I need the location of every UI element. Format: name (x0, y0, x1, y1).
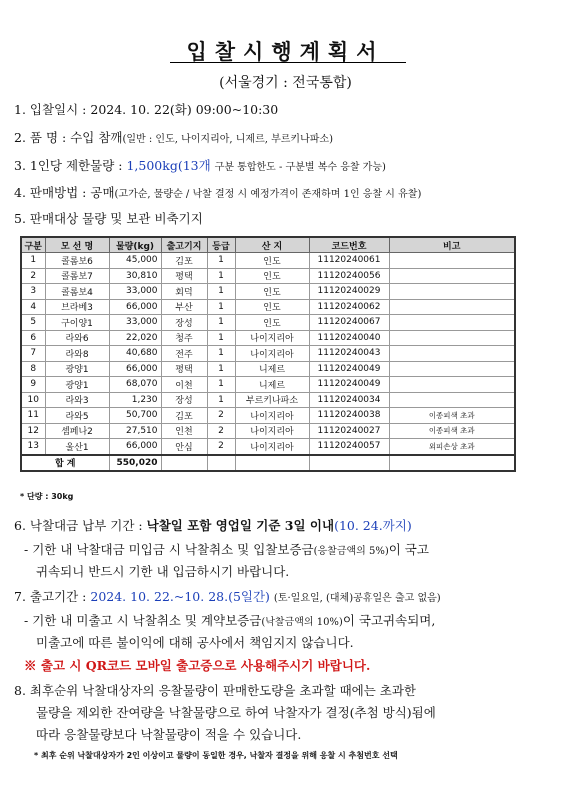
warehouse-cell: 이천 (161, 377, 207, 393)
title-underline (170, 62, 406, 63)
origin-cell: 인도 (235, 268, 309, 284)
quantity-cell: 27,510 (109, 423, 161, 439)
warehouse-cell: 김포 (161, 253, 207, 269)
remarks-cell (389, 315, 515, 331)
vessel-name-cell: 라와6 (45, 330, 109, 346)
release-period: 2024. 10. 22.~10. 28.(5일간) (90, 589, 270, 604)
row-number-cell: 7 (21, 346, 45, 362)
remarks-cell (389, 284, 515, 300)
row-number-cell: 9 (21, 377, 45, 393)
grade-cell: 1 (207, 346, 235, 362)
item-origin-detail: (일반 : 인도, 나이지리아, 니제르, 부르키나파소) (122, 134, 333, 145)
remarks-cell (389, 299, 515, 315)
code-number-cell: 11120240061 (309, 253, 389, 269)
code-number-cell: 11120240067 (309, 315, 389, 331)
column-header: 등급 (207, 237, 235, 253)
warehouse-cell: 김포 (161, 408, 207, 424)
table-row (21, 299, 515, 315)
row-number-cell: 4 (21, 299, 45, 315)
section-6 (14, 516, 412, 534)
section-8-line-2: 물량을 제외한 잔여량을 낙찰물량으로 하여 낙찰자가 결정(추첨 방식)됨에 (36, 705, 436, 720)
section-8-line-1: 8. 최후순위 낙찰대상자의 응찰물량이 판매한도량을 초과할 때에는 초과한 (14, 683, 416, 698)
remarks-cell: 이종피색 초과 (389, 408, 515, 424)
sales-items-table (20, 236, 516, 472)
origin-cell: 나이지리아 (235, 408, 309, 424)
release-forfeit-text: - 기한 내 미출고 시 낙찰취소 및 계약보증금 (24, 613, 262, 628)
sale-method-detail: (고가순, 물량순 / 낙찰 결정 시 예정가격이 존재하며 1인 응찰 시 유찰) (114, 189, 422, 200)
code-number-cell: 11120240034 (309, 392, 389, 408)
row-number-cell: 13 (21, 439, 45, 455)
remarks-cell (389, 330, 515, 346)
quantity-cell: 22,020 (109, 330, 161, 346)
code-number-cell: 11120240057 (309, 439, 389, 455)
warehouse-cell: 평택 (161, 361, 207, 377)
table-header-row (21, 237, 515, 253)
section-5-label: 5. 판매대상 물량 및 보관 비축기지 (14, 211, 203, 226)
section-5 (14, 209, 203, 227)
table-row (21, 392, 515, 408)
grade-cell: 1 (207, 361, 235, 377)
total-label: 합 계 (21, 455, 109, 472)
row-number-cell: 6 (21, 330, 45, 346)
vessel-name-cell: 브라베3 (45, 299, 109, 315)
table-row (21, 346, 515, 362)
section-4-label: 4. 판매방법 : (14, 185, 87, 200)
code-number-cell: 11120240027 (309, 423, 389, 439)
section-7 (14, 587, 441, 605)
quantity-cell: 40,680 (109, 346, 161, 362)
quantity-cell: 33,000 (109, 284, 161, 300)
table-total-row (21, 455, 515, 472)
quantity-cell: 68,070 (109, 377, 161, 393)
quantity-cell: 50,700 (109, 408, 161, 424)
code-number-cell: 11120240056 (309, 268, 389, 284)
row-number-cell: 8 (21, 361, 45, 377)
table-row (21, 268, 515, 284)
unit-note: * 단량 : 30kg (20, 492, 74, 501)
remarks-cell (389, 268, 515, 284)
row-number-cell: 1 (21, 253, 45, 269)
quantity-cell: 66,000 (109, 299, 161, 315)
origin-cell: 나이지리아 (235, 330, 309, 346)
forfeit-text-end: 이 국고 (388, 542, 429, 557)
bid-datetime: 2024. 10. 22(화) 09:00~10:30 (90, 102, 279, 117)
remarks-cell (389, 361, 515, 377)
code-number-cell: 11120240049 (309, 377, 389, 393)
section-6-detail-2: 귀속되니 반드시 기한 내 입금하시기 바랍니다. (36, 564, 290, 579)
warehouse-cell: 청주 (161, 330, 207, 346)
table-row (21, 439, 515, 455)
table-body (21, 253, 515, 455)
section-8-line-3: 따라 응찰물량보다 낙찰물량이 적을 수 있습니다. (36, 727, 302, 742)
item-name: 수입 참깨 (70, 130, 123, 145)
origin-cell: 나이지리아 (235, 423, 309, 439)
table-row (21, 315, 515, 331)
warehouse-cell: 평택 (161, 268, 207, 284)
warehouse-cell: 부산 (161, 299, 207, 315)
payment-deadline-date: (10. 24.까지) (334, 518, 412, 533)
grade-cell: 2 (207, 408, 235, 424)
deposit-rate: (응찰금액의 5%) (313, 546, 389, 557)
remarks-cell: 이종피색 초과 (389, 423, 515, 439)
section-2-label: 2. 품 명 : (14, 130, 67, 145)
grade-cell: 1 (207, 284, 235, 300)
warehouse-cell: 인천 (161, 423, 207, 439)
qr-notice: ※ 출고 시 QR코드 모바일 출고증으로 사용해주시기 바랍니다. (24, 658, 371, 673)
column-header: 구분 (21, 237, 45, 253)
origin-cell: 인도 (235, 284, 309, 300)
code-number-cell: 11120240040 (309, 330, 389, 346)
vessel-name-cell: 콜롬보4 (45, 284, 109, 300)
vessel-name-cell: 광양1 (45, 377, 109, 393)
section-7-detail-2: 미출고에 따른 불이익에 대해 공사에서 책임지지 않습니다. (36, 635, 354, 650)
table-row (21, 423, 515, 439)
code-number-cell: 11120240062 (309, 299, 389, 315)
contract-deposit-rate: (낙찰금액의 10%) (261, 617, 343, 628)
origin-cell: 나이지리아 (235, 346, 309, 362)
total-value: 550,020 (109, 455, 161, 472)
warehouse-cell: 전주 (161, 346, 207, 362)
grade-cell: 1 (207, 377, 235, 393)
grade-cell: 2 (207, 439, 235, 455)
remarks-cell: 외피손상 초과 (389, 439, 515, 455)
grade-cell: 1 (207, 330, 235, 346)
quantity-cell: 33,000 (109, 315, 161, 331)
column-header: 출고기지 (161, 237, 207, 253)
warehouse-cell: 회덕 (161, 284, 207, 300)
table-row (21, 253, 515, 269)
row-number-cell: 5 (21, 315, 45, 331)
final-note: * 최후 순위 낙찰대상자가 2인 이상이고 물량이 동일한 경우, 낙찰자 결정을 위해 응찰 시 추첨번호 선택 (34, 751, 398, 760)
quantity-cell: 45,000 (109, 253, 161, 269)
document-title: 입찰시행계획서 (186, 39, 385, 64)
quantity-cell: 66,000 (109, 361, 161, 377)
limit-detail: 구분 통합한도 - 구분별 복수 응찰 가능) (214, 162, 386, 173)
sale-method: 공매 (90, 185, 115, 200)
row-number-cell: 10 (21, 392, 45, 408)
release-forfeit-end: 이 국고귀속되며, (342, 613, 436, 628)
grade-cell: 1 (207, 268, 235, 284)
column-header: 모 선 명 (45, 237, 109, 253)
grade-cell: 1 (207, 392, 235, 408)
grade-cell: 1 (207, 299, 235, 315)
warehouse-cell: 안심 (161, 439, 207, 455)
document-subtitle: (서울경기 : 전국통합) (219, 75, 352, 91)
vessel-name-cell: 셈페나2 (45, 423, 109, 439)
column-header: 물량(kg) (109, 237, 161, 253)
release-period-detail: (토·일요일, (대체)공휴일은 출고 없음) (273, 593, 441, 604)
vessel-name-cell: 구이양1 (45, 315, 109, 331)
origin-cell: 니제르 (235, 377, 309, 393)
section-1-label: 1. 입찰일시 : (14, 102, 87, 117)
origin-cell: 인도 (235, 299, 309, 315)
origin-cell: 인도 (235, 253, 309, 269)
section-3-label: 3. 1인당 제한물량 : (14, 158, 123, 173)
warehouse-cell: 장성 (161, 392, 207, 408)
vessel-name-cell: 콜롬보7 (45, 268, 109, 284)
section-1 (14, 100, 278, 118)
remarks-cell (389, 253, 515, 269)
row-number-cell: 2 (21, 268, 45, 284)
column-header: 코드번호 (309, 237, 389, 253)
vessel-name-cell: 울산1 (45, 439, 109, 455)
code-number-cell: 11120240049 (309, 361, 389, 377)
quantity-cell: 1,230 (109, 392, 161, 408)
origin-cell: 니제르 (235, 361, 309, 377)
vessel-name-cell: 라와8 (45, 346, 109, 362)
grade-cell: 2 (207, 423, 235, 439)
section-2 (14, 128, 333, 146)
remarks-cell (389, 377, 515, 393)
grade-cell: 1 (207, 315, 235, 331)
code-number-cell: 11120240038 (309, 408, 389, 424)
vessel-name-cell: 라와3 (45, 392, 109, 408)
vessel-name-cell: 콜롬보6 (45, 253, 109, 269)
row-number-cell: 11 (21, 408, 45, 424)
warehouse-cell: 장성 (161, 315, 207, 331)
quantity-cell: 66,000 (109, 439, 161, 455)
table-row (21, 408, 515, 424)
origin-cell: 나이지리아 (235, 439, 309, 455)
section-6-detail-1 (24, 540, 429, 558)
section-4 (14, 183, 421, 201)
payment-deadline: 낙찰일 포함 영업일 기준 3일 이내 (146, 518, 335, 533)
table-row (21, 330, 515, 346)
remarks-cell (389, 346, 515, 362)
row-number-cell: 12 (21, 423, 45, 439)
table-row (21, 377, 515, 393)
section-6-label: 6. 낙찰대금 납부 기간 : (14, 518, 143, 533)
origin-cell: 인도 (235, 315, 309, 331)
quantity-cell: 30,810 (109, 268, 161, 284)
table-row (21, 361, 515, 377)
column-header: 산 지 (235, 237, 309, 253)
forfeit-text: - 기한 내 낙찰대금 미입금 시 낙찰취소 및 입찰보증금 (24, 542, 314, 557)
vessel-name-cell: 라와5 (45, 408, 109, 424)
section-7-label: 7. 출고기간 : (14, 589, 87, 604)
column-header: 비고 (389, 237, 515, 253)
row-number-cell: 3 (21, 284, 45, 300)
remarks-cell (389, 392, 515, 408)
code-number-cell: 11120240043 (309, 346, 389, 362)
origin-cell: 부르키나파소 (235, 392, 309, 408)
grade-cell: 1 (207, 253, 235, 269)
table-row (21, 284, 515, 300)
section-3 (14, 156, 386, 174)
section-7-detail-1 (24, 611, 435, 629)
per-person-limit: 1,500kg(13개 (126, 158, 211, 173)
vessel-name-cell: 광양1 (45, 361, 109, 377)
code-number-cell: 11120240029 (309, 284, 389, 300)
